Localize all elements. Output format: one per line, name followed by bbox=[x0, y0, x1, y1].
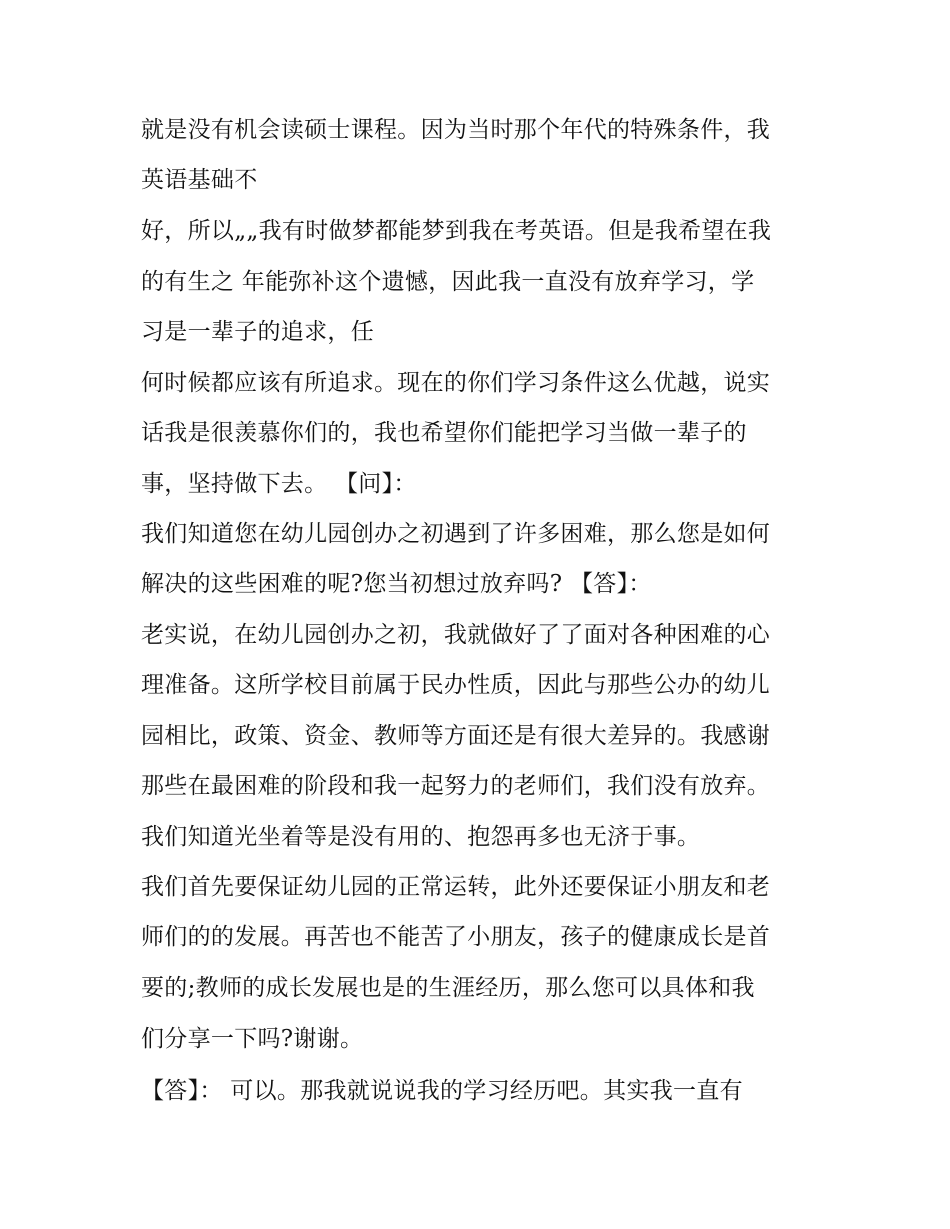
text-line: 英语基础不 bbox=[141, 167, 258, 193]
text-line: 习是一辈子的追求，任 bbox=[141, 319, 374, 345]
text-line: 要的;教师的成长发展也是的生涯经历，那么您可以具体和我 bbox=[141, 975, 755, 1001]
text-line: 话我是很羡慕你们的，我也希望你们能把学习当做一辈子的 bbox=[141, 420, 747, 446]
text-line: 【答】： 可以。那我就说说我的学习经历吧。其实我一直有 bbox=[141, 1078, 743, 1104]
text-line: 我们知道光坐着等是没有用的、抱怨再多也无济于事。 bbox=[141, 824, 701, 850]
text-line: 老实说，在幼儿园创办之初，我就做好了了面对各种困难的心 bbox=[141, 622, 771, 648]
text-line: 那些在最困难的阶段和我一起努力的老师们，我们没有放弃。 bbox=[141, 773, 771, 799]
text-line: 好，所以„„我有时做梦都能梦到我在考英语。但是我希望在我 bbox=[141, 218, 772, 244]
text-line: 园相比，政策、资金、教师等方面还是有很大差异的。我感谢 bbox=[141, 723, 771, 749]
text-line: 们分享一下吗?谢谢。 bbox=[141, 1026, 364, 1052]
text-line: 的有生之 年能弥补这个遗憾，因此我一直没有放弃学习，学 bbox=[141, 269, 755, 295]
text-line: 我们首先要保证幼儿园的正常运转，此外还要保证小朋友和老 bbox=[141, 874, 771, 900]
text-line: 事，坚持做下去。 【问】： bbox=[141, 471, 417, 497]
text-line: 解决的这些困难的呢?您当初想过放弃吗? 【答】： bbox=[141, 571, 652, 597]
text-line: 就是没有机会读硕士课程。因为当时那个年代的特殊条件，我 bbox=[141, 117, 771, 143]
text-line: 我们知道您在幼儿园创办之初遇到了许多困难，那么您是如何 bbox=[141, 521, 771, 547]
text-line: 何时候都应该有所追求。现在的你们学习条件这么优越，说实 bbox=[141, 370, 771, 396]
text-line: 理准备。这所学校目前属于民办性质，因此与那些公办的幼儿 bbox=[141, 672, 771, 698]
text-line: 师们的的发展。再苦也不能苦了小朋友，孩子的健康成长是首 bbox=[141, 924, 771, 950]
